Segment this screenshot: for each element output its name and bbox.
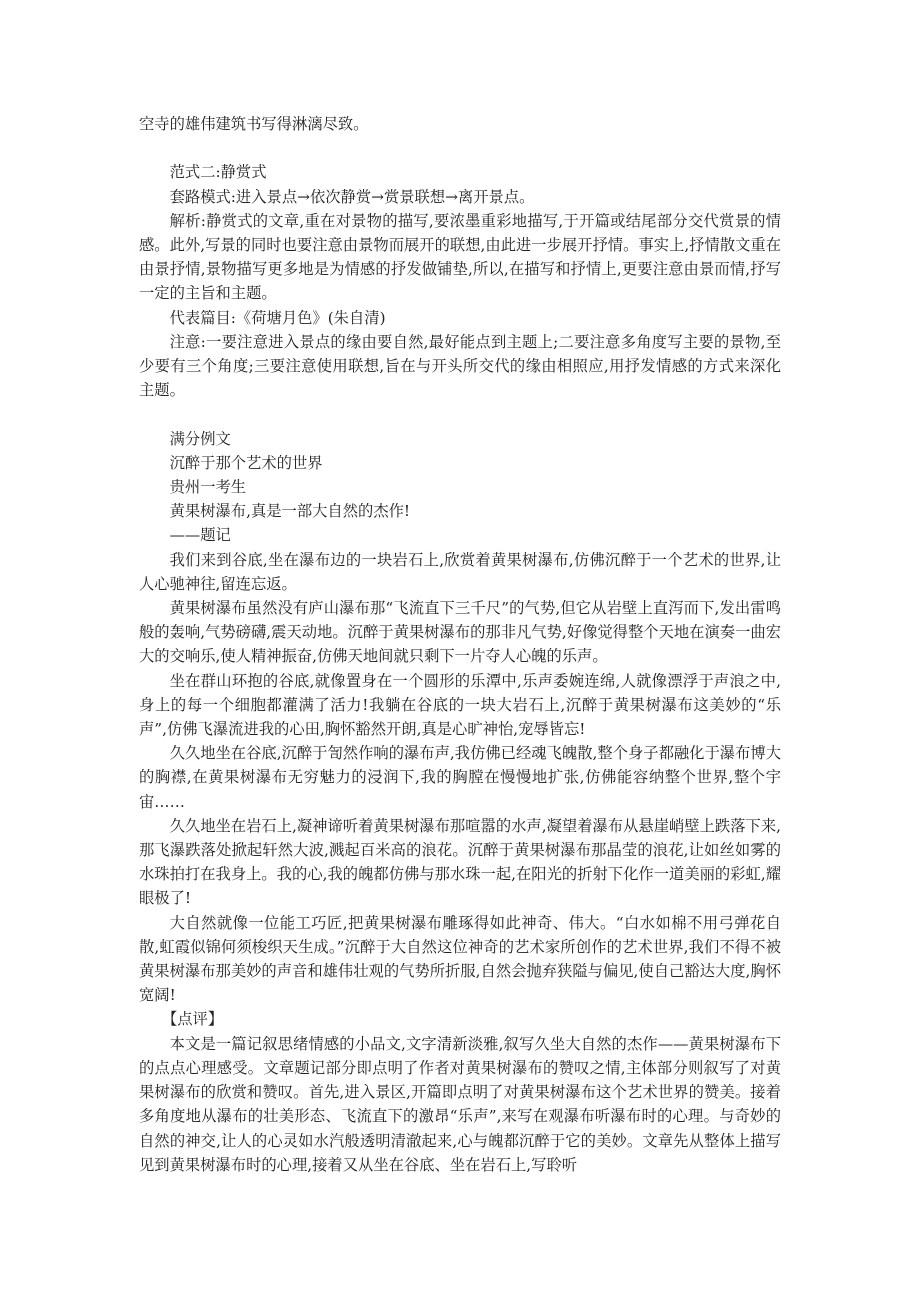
section2-pattern: 套路模式:进入景点→依次静赏→赏景联想→离开景点。	[169, 187, 535, 206]
essay-epigraph-tag: ——题记	[169, 526, 231, 545]
review-heading: 【点评】	[161, 1010, 224, 1029]
essay-paragraph: 大自然就像一位能工巧匠,把黄果树瀑布雕琢得如此神奇、伟大。“白水如棉不用弓弹花自散,虹霞似锦何须梭织天生成。”沉醉于大自然这位神奇的艺术家所创作的艺术世界,我们不得不被黄果树瀑布那美妙的声音和雄伟壮观的气势所折服,自然会抛弃狭隘与偏见,使自己豁达大度,胸怀宽阔!	[139, 913, 781, 1005]
essay-paragraph: 久久地坐在谷底,沉醉于訇然作响的瀑布声,我仿佛已经魂飞魄散,整个身子都融化于瀑布博大的胸襟,在黄果树瀑布无穷魅力的浸润下,我的胸膛在慢慢地扩张,仿佛能容纳整个世界,整个宇宙……	[139, 744, 781, 811]
essay-label: 满分例文	[169, 429, 231, 448]
essay-author: 贵州一考生	[169, 478, 247, 497]
intro-tail-text: 空寺的雄伟建筑书写得淋漓尽致。	[139, 115, 369, 133]
section2-notes: 注意:一要注意进入景点的缘由要自然,最好能点到主题上;二要注意多角度写主要的景物,至少要有三个角度;三要注意使用联想,旨在与开头所交代的缘由相照应,用抒发情感的方式来深化主题。	[139, 332, 781, 400]
spacer	[139, 402, 781, 426]
essay-paragraph: 黄果树瀑布虽然没有庐山瀑布那“飞流直下三千尺”的气势,但它从岩壁上直泻而下,发出雷鸣般的轰响,气势磅礴,震天动地。沉醉于黄果树瀑布的那非凡气势,好像觉得整个天地在演奏一曲宏大的交响乐,使人精神振奋,仿佛天地间就只剩下一片夺人心魄的乐声。	[139, 599, 781, 666]
essay-title: 沉醉于那个艺术的世界	[169, 453, 323, 472]
essay-paragraph: 坐在群山环抱的谷底,就像置身在一个圆形的乐潭中,乐声委婉连绵,人就像漂浮于声浪之中,身上的每一个细胞都灌满了活力!我躺在谷底的一块大岩石上,沉醉于黄果树瀑布这美妙的“乐声”,仿佛飞瀑流进我的心田,胸怀豁然开朗,真是心旷神怡,宠辱皆忘!	[139, 671, 781, 739]
document-page	[139, 112, 781, 1177]
section2-analysis: 解析:静赏式的文章,重在对景物的描写,要浓墨重彩地描写,于开篇或结尾部分交代赏景的情感。此外,写景的同时也要注意由景物而展开的联想,由此进一步展开抒情。事实上,抒情散文重在由景抒情,景物描写更多地是为情感的抒发做铺垫,所以,在描写和抒情上,更要注意由景而情,抒写一定的主旨和主题。	[139, 211, 781, 303]
section2-heading: 范式二:静赏式	[169, 163, 267, 182]
essay-epigraph: 黄果树瀑布,真是一部大自然的杰作!	[169, 502, 411, 521]
essay-paragraph: 久久地坐在岩石上,凝神谛听着黄果树瀑布那喧嚣的水声,凝望着瀑布从悬崖峭壁上跌落下来,那飞瀑跌落处掀起轩然大波,溅起百米高的浪花。沉醉于黄果树瀑布那晶莹的浪花,让如丝如雾的水珠拍打在我身上。我的心,我的魄都仿佛与那水珠一起,在阳光的折射下化作一道美丽的彩虹,耀眼极了!	[139, 816, 781, 908]
review-text: 本文是一篇记叙思绪情感的小品文,文字清新淡雅,叙写久坐大自然的杰作——黄果树瀑布下的点点心理感受。文章题记部分即点明了作者对黄果树瀑布的赞叹之情,主体部分则叙写了对黄果树瀑布的欣赏和赞叹。首先,进入景区,开篇即点明了对黄果树瀑布这个艺术世界的赞美。接着多角度地从瀑布的壮美形态、飞流直下的激昂“乐声”,来写在观瀑布听瀑布时的心理。与奇妙的自然的神交,让人的心灵如水汽般透明清澈起来,心与魄都沉醉于它的美妙。文章先从整体上描写见到黄果树瀑布时的心理,接着又从坐在谷底、坐在岩石上,写聆听	[139, 1034, 781, 1174]
spacer	[139, 136, 781, 160]
essay-paragraph: 我们来到谷底,坐在瀑布边的一块岩石上,欣赏着黄果树瀑布,仿佛沉醉于一个艺术的世界,让人心驰神往,留连忘返。	[139, 550, 781, 593]
section2-representative: 代表篇目:《荷塘月色》(朱自清)	[169, 308, 386, 327]
